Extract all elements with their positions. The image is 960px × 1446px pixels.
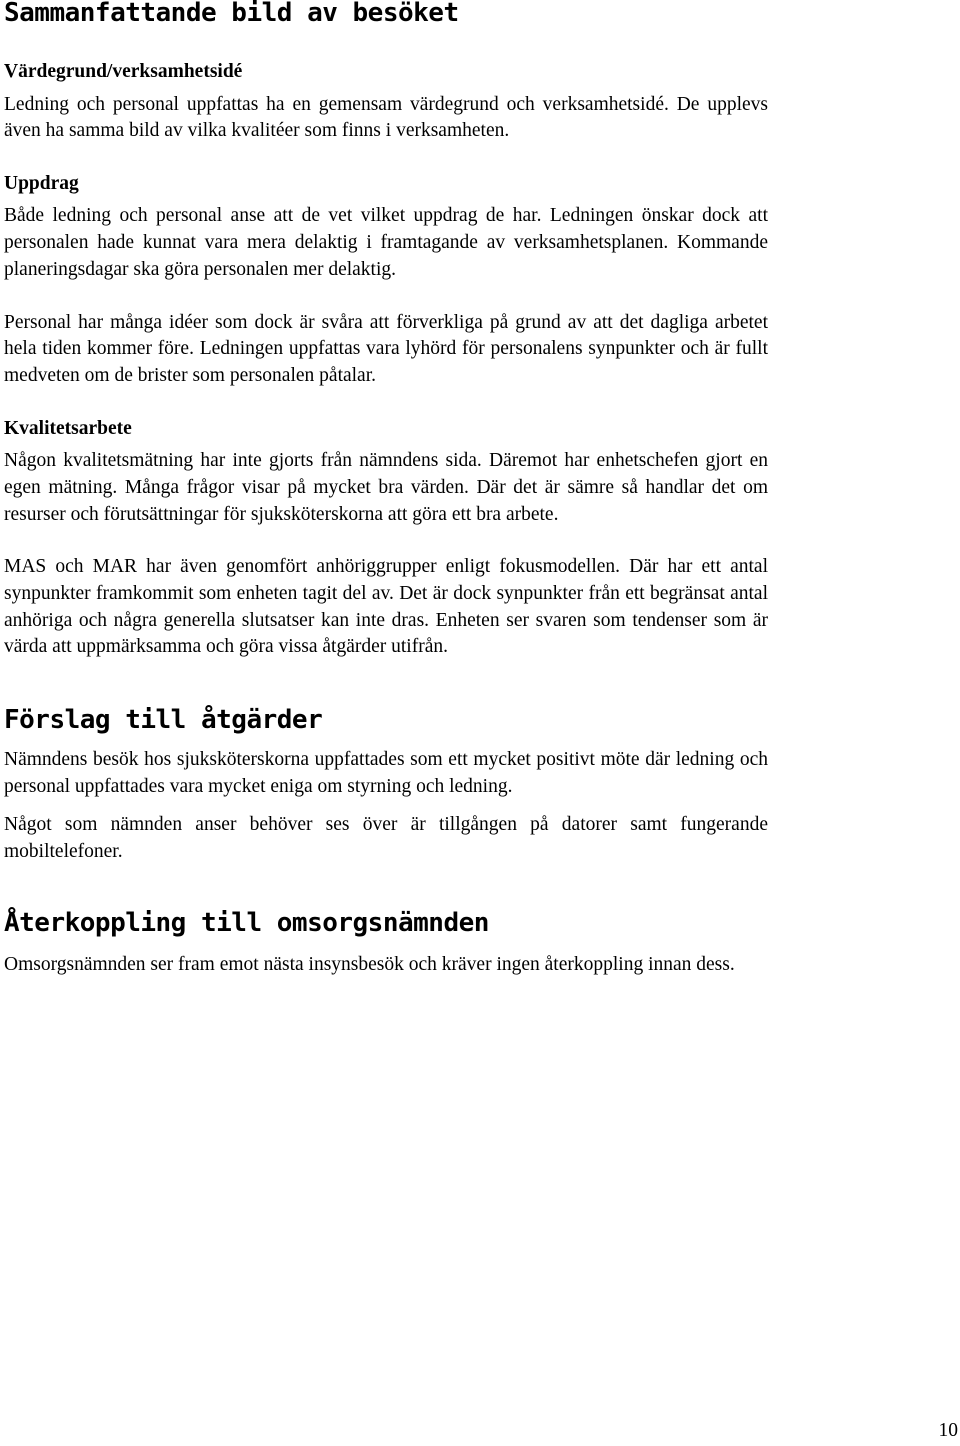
paragraph-quality-2: MAS och MAR har även genomfört anhöriggrupper enligt fokusmodellen. Där har ett antal synpunkter framkommit som enheten tagit del av. Det är dock synpunkter från ett begränsat antal anhöriga och några generella slutsatser kan inte dras. Enheten ser svaren som tendenser som är värda att uppmärksamma och göra vissa åtgärder utifrån.: [4, 556, 768, 658]
section-title-summary: Sammanfattande bild av besöket: [4, 0, 459, 28]
section-title-proposals: Förslag till åtgärder: [4, 705, 323, 736]
heading-values: Värdegrund/verksamhetsidé: [4, 61, 243, 82]
document-page: [4, 0, 768, 979]
paragraph-assignment-2: Personal har många idéer som dock är svåra att förverkliga på grund av att det dagliga arbetet hela tiden kommer före. Ledningen uppfattas vara lyhörd för personalens synpunkter och är fullt medveten om de brister som personalen påtalar.: [4, 311, 768, 386]
heading-assignment: Uppdrag: [4, 172, 79, 194]
paragraph-feedback: Omsorgsnämnden ser fram emot nästa insynsbesök och kräver ingen återkoppling innan dess.: [4, 953, 735, 975]
heading-quality: Kvalitetsarbete: [4, 417, 132, 439]
section-title-feedback: Återkoppling till omsorgsnämnden: [4, 907, 489, 938]
paragraph-proposals-1: Nämndens besök hos sjuksköterskorna uppfattades som ett mycket positivt möte där ledning och personal uppfattades vara mycket eniga om styrning och ledning.: [4, 749, 768, 797]
paragraph-quality-1: Någon kvalitetsmätning har inte gjorts från nämndens sida. Däremot har enhetschefen gjort en egen mätning. Många frågor visar på mycket bra värden. Där det är sämre så handlar det om resurser och förutsättningar för sjuksköterskorna att göra ett bra arbete.: [4, 450, 768, 525]
page-number: 10: [938, 1420, 958, 1441]
paragraph-assignment-1: Både ledning och personal anse att de vet vilket uppdrag de har. Ledningen önskar dock att personalen hade kunnat vara mera delaktig i framtagande av verksamhetsplanen. Kommande planeringsdagar ska göra personalen mer delaktig.: [4, 205, 768, 280]
paragraph-proposals-2: Något som nämnden anser behöver ses över är tillgången på datorer samt fungerande mobiltelefoner.: [4, 814, 768, 863]
paragraph-values: Ledning och personal uppfattas ha en gemensam värdegrund och verksamhetsidé. De upplevs även ha samma bild av vilka kvalitéer som finns i verksamheten.: [4, 93, 768, 142]
